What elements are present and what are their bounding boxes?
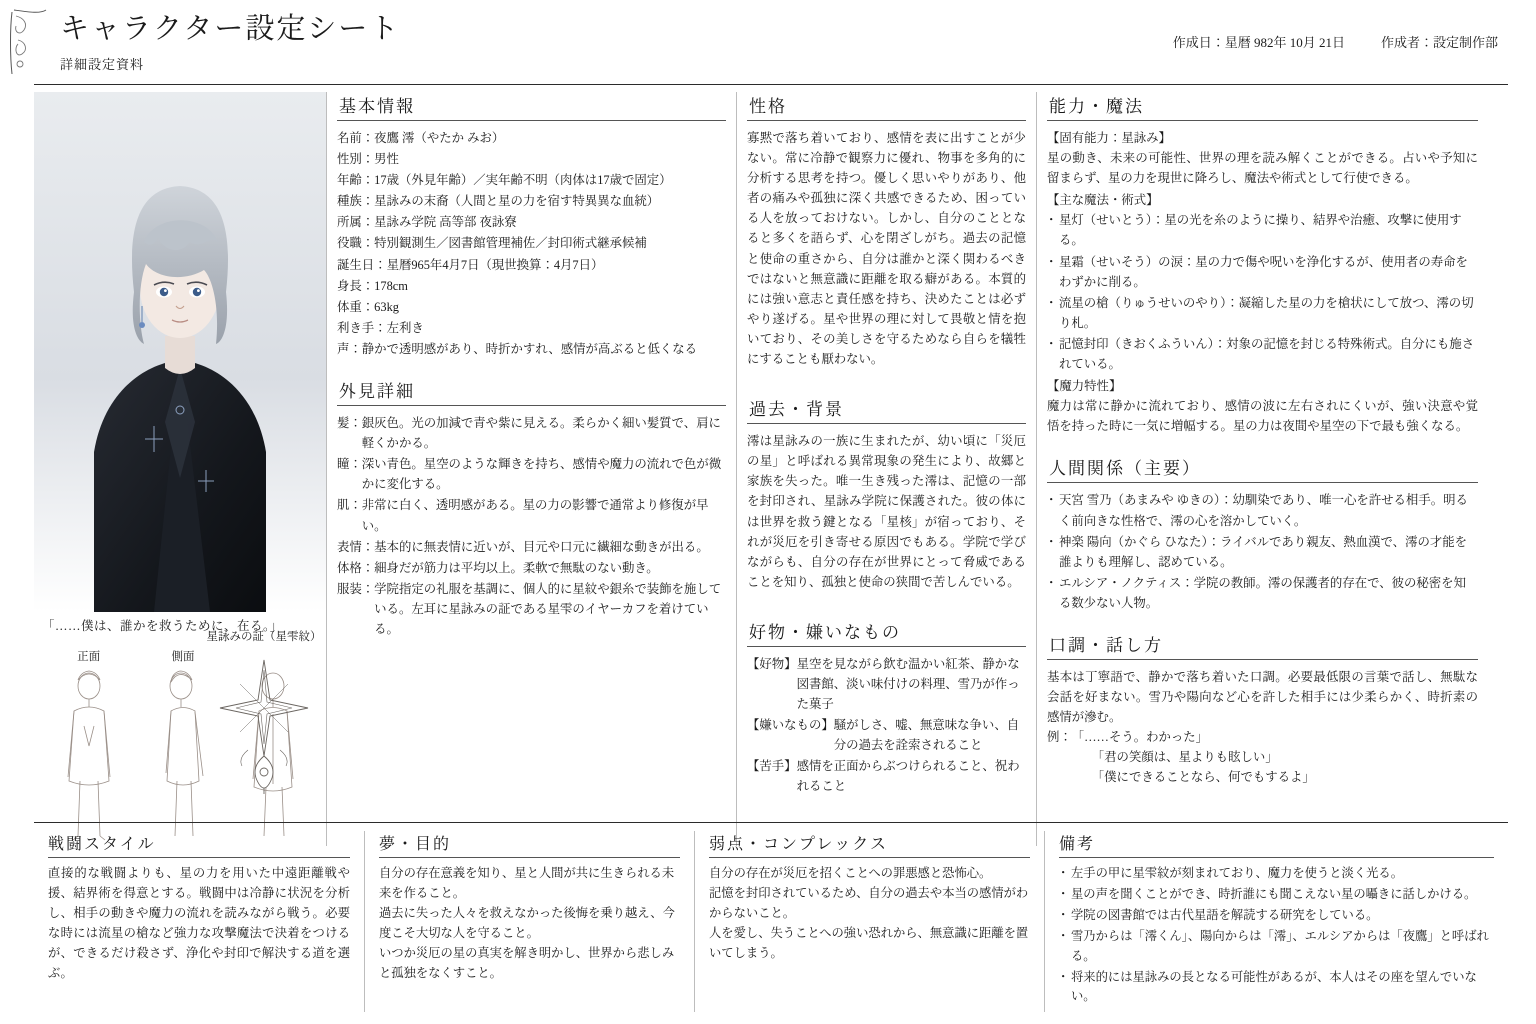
basic-info-body bbox=[337, 128, 726, 359]
field-weight bbox=[337, 297, 726, 317]
appearance-skin-label: 肌： bbox=[337, 498, 362, 513]
abilities-column bbox=[1036, 92, 1488, 846]
section-dream bbox=[364, 831, 694, 1012]
star-emblem-icon bbox=[210, 646, 318, 796]
appearance-hair-value: 銀灰色。光の加減で青や紫に見える。柔らかく細い髪質で、肩に軽くかかる。 bbox=[361, 416, 721, 451]
section-abilities bbox=[1047, 92, 1478, 436]
view-front-label: 正面 bbox=[77, 651, 101, 663]
weakpoints-row bbox=[747, 756, 1026, 796]
section-appearance bbox=[337, 377, 726, 639]
abilities-heading: 能力・魔法 bbox=[1047, 92, 1478, 121]
field-height-label: 身長： bbox=[337, 278, 375, 293]
notes-body bbox=[1059, 864, 1494, 1007]
section-relations bbox=[1047, 454, 1478, 613]
speech-body bbox=[1047, 667, 1478, 788]
created-date: 作成日：星暦 982年 10月 21日 bbox=[1172, 35, 1345, 50]
bottom-sections bbox=[34, 822, 1508, 1012]
field-height-value: 178cm bbox=[374, 278, 408, 293]
appearance-hair bbox=[337, 413, 726, 453]
weakness-heading: 弱点・コンプレックス bbox=[709, 831, 1030, 858]
section-weakness bbox=[694, 831, 1044, 1012]
field-voice-value: 静かで透明感があり、時折かすれ、感情が高ぶると低くなる bbox=[361, 341, 698, 356]
likes-row bbox=[747, 654, 1026, 714]
appearance-eyes bbox=[337, 454, 726, 494]
speech-example-label: 例： bbox=[1047, 730, 1072, 745]
personality-heading: 性格 bbox=[747, 92, 1026, 121]
field-age bbox=[337, 170, 726, 190]
dislikes-row bbox=[747, 715, 1026, 755]
speech-example-3: 「僕にできることなら、何でもするよ」 bbox=[1091, 770, 1315, 785]
dislikes-label: 【嫌いなもの】 bbox=[747, 718, 834, 733]
weakness-line-3: 人を愛し、失うことへの強い恐れから、無意識に距離を置いてしまう。 bbox=[709, 925, 1029, 960]
appearance-heading: 外見詳細 bbox=[337, 377, 726, 406]
field-affiliation-label: 所属： bbox=[337, 215, 375, 230]
magic-trait-head: 【魔力特性】 bbox=[1047, 379, 1122, 394]
field-birthday-value: 星暦965年4月7日（現世換算：4月7日） bbox=[386, 257, 604, 272]
appearance-hair-label: 髪： bbox=[337, 416, 362, 431]
magic-trait-text: 魔力は常に静かに流れており、感情の波に左右されにくいが、強い決意や覚悟を持った時に一気に増幅する。星の力は夜間や星空の下で最も強くなる。 bbox=[1047, 399, 1478, 434]
appearance-body bbox=[337, 413, 726, 639]
emblem-block bbox=[202, 628, 326, 801]
page-title: キャラクター設定シート bbox=[60, 13, 401, 45]
field-birthday-label: 誕生日： bbox=[337, 257, 387, 272]
field-voice-label: 声： bbox=[337, 341, 362, 356]
header-divider bbox=[34, 84, 1508, 85]
list-item: ・ 左手の甲に星雫紋が刻まれており、魔力を使うと淡く光る。 bbox=[1059, 864, 1494, 884]
field-age-label: 年齢： bbox=[337, 173, 375, 188]
list-item: ・ 雪乃からは「澪くん」、陽向からは「澪」、エルシアからは「夜鷹」と呼ばれる。 bbox=[1059, 927, 1494, 967]
relations-body bbox=[1047, 490, 1478, 613]
appearance-build-label: 体格： bbox=[337, 560, 375, 575]
view-front bbox=[54, 648, 124, 846]
dream-body bbox=[379, 864, 680, 983]
dream-line-2: 過去に失った人々を救えなかった後悔を乗り越え、今度こそ大切な人を守ること。 bbox=[379, 905, 675, 940]
likes-dislikes-body bbox=[747, 654, 1026, 797]
field-gender bbox=[337, 149, 726, 169]
speech-text: 基本は丁寧語で、静かで落ち着いた口調。必要最低限の言葉で話し、無駄な会話を好まない。雪乃や陽向など心を許した相手には少柔らかく、時折素の感情が滲む。 bbox=[1047, 669, 1478, 725]
relations-heading: 人間関係（主要） bbox=[1047, 454, 1478, 483]
likes-value: 星空を見ながら飲む温かい紅茶、静かな図書館、淡い味付けの料理、雪乃が作った菓子 bbox=[796, 656, 1020, 712]
section-combat bbox=[34, 831, 364, 1012]
character-portrait bbox=[34, 92, 326, 612]
unique-ability-text: 星の動き、未来の可能性、世界の理を読み解くことができる。占いや予知に留まらず、星の力を現世に降ろし、魔法や術式として行使できる。 bbox=[1047, 151, 1478, 186]
appearance-eyes-label: 瞳： bbox=[337, 457, 362, 472]
list-item: ・ 天宮 雪乃（あまみや ゆきの）：幼馴染であり、唯一心を許せる相手。明るく前向きな性格で、澪の心を溶かしていく。 bbox=[1047, 490, 1478, 530]
appearance-clothing-label: 服装： bbox=[337, 581, 375, 596]
appearance-build-value: 細身だが筋力は平均以上。柔軟で無駄のない動き。 bbox=[374, 560, 659, 575]
field-handedness bbox=[337, 318, 726, 338]
section-notes bbox=[1044, 831, 1508, 1012]
field-gender-label: 性別： bbox=[337, 152, 375, 167]
speech-examples bbox=[1047, 727, 1478, 787]
appearance-clothing bbox=[337, 579, 726, 639]
field-affiliation-value: 星詠み学院 高等部 夜詠寮 bbox=[374, 215, 517, 230]
speech-heading: 口調・話し方 bbox=[1047, 631, 1478, 660]
combat-heading: 戦闘スタイル bbox=[48, 831, 350, 858]
field-role bbox=[337, 233, 726, 253]
dream-heading: 夢・目的 bbox=[379, 831, 680, 858]
list-item: ・ 星灯（せいとう）：星の光を糸のように操り、結界や治癒、攻撃に使用する。 bbox=[1047, 210, 1478, 250]
character-quote: 「……僕は、誰かを救うために、在る。」 bbox=[42, 619, 283, 633]
weakness-body bbox=[709, 864, 1030, 964]
field-role-label: 役職： bbox=[337, 236, 375, 251]
basic-info-heading: 基本情報 bbox=[337, 92, 726, 121]
list-item: ・ エルシア・ノクティス：学院の教師。澪の保護者的存在で、彼の秘密を知る数少ない人物。 bbox=[1047, 573, 1478, 613]
field-race bbox=[337, 191, 726, 211]
header-meta bbox=[1173, 10, 1508, 51]
section-speech bbox=[1047, 631, 1478, 788]
speech-example-2: 「君の笑顔は、星よりも眩しい」 bbox=[1091, 750, 1278, 765]
page-subtitle: 詳細設定資料 bbox=[60, 56, 145, 72]
field-age-value: 17歳（外見年齢）／実年齢不明（肉体は17歳で固定） bbox=[374, 173, 672, 188]
section-basic-info bbox=[337, 92, 726, 359]
field-weight-label: 体重： bbox=[337, 299, 375, 314]
field-name-value: 夜鷹 澪（やたか みお） bbox=[374, 131, 505, 145]
list-item: ・ 将来的には星詠みの長となる可能性があるが、本人はその座を望んでいない。 bbox=[1059, 968, 1494, 1008]
combat-text: 直接的な戦闘よりも、星の力を用いた中遠距離戦や援、結界術を得意とする。戦闘中は冷静に状況を分析し、相手の動きや魔力の流れを読みながら戦う。必要な時には流星の槍など強力な攻撃魔法で決着をつけるが、できるだけ殺さず、浄化や封印で解決する道を選ぶ。 bbox=[48, 866, 350, 980]
field-weight-value: 63kg bbox=[374, 299, 399, 314]
appearance-clothing-value: 学院指定の礼服を基調に、個人的に星紋や銀糸で装飾を施している。左耳に星詠みの証である星雫のイヤーカフを着けている。 bbox=[374, 581, 722, 636]
appearance-skin-value: 非常に白く、透明感がある。星の力の影響で通常より修復が早い。 bbox=[361, 498, 709, 533]
appearance-expression bbox=[337, 537, 726, 557]
appearance-expression-label: 表情： bbox=[337, 539, 375, 554]
list-item: ・ 神楽 陽向（かぐら ひなた）：ライバルであり親友、熱血漢で、澪の才能を誰よりも理解し、認めている。 bbox=[1047, 532, 1478, 572]
list-item: ・ 星霜（せいそう）の涙：星の力で傷や呪いを浄化するが、使用者の寿命をわずかに削る。 bbox=[1047, 252, 1478, 292]
field-handedness-value: 左利き bbox=[386, 320, 424, 335]
field-gender-value: 男性 bbox=[374, 152, 399, 167]
appearance-build bbox=[337, 558, 726, 578]
personality-body bbox=[747, 128, 1026, 369]
likes-label: 【好物】 bbox=[747, 656, 797, 671]
personality-column bbox=[736, 92, 1036, 846]
section-personality bbox=[747, 92, 1026, 369]
field-name bbox=[337, 128, 726, 148]
field-birthday bbox=[337, 255, 726, 275]
section-likes-dislikes bbox=[747, 618, 1026, 797]
dream-line-3: いつか災厄の星の真実を解き明かし、世界から悲しみと孤独をなくすこと。 bbox=[379, 945, 675, 980]
field-affiliation bbox=[337, 212, 726, 232]
dislikes-value: 騒がしさ、嘘、無意味な争い、自分の過去を詮索されること bbox=[833, 718, 1020, 753]
weakpoints-value: 感情を正面からぶつけられること、祝われること bbox=[796, 759, 1020, 794]
sheet-header bbox=[0, 0, 1536, 78]
background-body bbox=[747, 431, 1026, 592]
background-text: 澪は星詠みの一族に生まれたが、幼い頃に「災厄の星」と呼ばれる異常現象の発生により、故郷と家族を失った。唯一生き残った澪は、記憶の一部を封印され、星詠み学院に保護された。彼の体には世界を救う鍵となる「星核」が宿っており、それが災厄を引き寄せる原因でもある。学院で学びながらも、自分の存在が世界にとって脅威であることを知り、孤独と使命の狭間で苦しんでいる。 bbox=[747, 434, 1026, 589]
field-race-value: 星詠みの末裔（人間と星の力を宿す特異異な血統） bbox=[374, 194, 660, 209]
weakness-line-2: 記憶を封印されているため、自分の過去や本当の感情がわからないこと。 bbox=[709, 885, 1029, 920]
field-name-label: 名前： bbox=[337, 131, 375, 145]
author: 作成者：設定制作部 bbox=[1380, 35, 1498, 50]
notes-heading: 備考 bbox=[1059, 831, 1494, 858]
spell-list bbox=[1047, 210, 1478, 374]
view-side-label: 側面 bbox=[171, 651, 195, 663]
title-block bbox=[52, 10, 400, 73]
list-item: ・ 学院の図書館では古代星語を解読する研究をしている。 bbox=[1059, 906, 1494, 926]
likes-dislikes-heading: 好物・嫌いなもの bbox=[747, 618, 1026, 647]
abilities-body bbox=[1047, 128, 1478, 436]
appearance-skin bbox=[337, 495, 726, 535]
field-height bbox=[337, 276, 726, 296]
list-item: ・ 流星の槍（りゅうせいのやり）：凝縮した星の力を槍状にして放つ、澪の切り札。 bbox=[1047, 293, 1478, 333]
field-voice bbox=[337, 339, 726, 359]
weakpoints-label: 【苦手】 bbox=[747, 759, 797, 774]
speech-example-1: 「……そう。わかった」 bbox=[1071, 730, 1209, 745]
list-item: ・ 星の声を聞くことができ、時折誰にも聞こえない星の囁きに話しかける。 bbox=[1059, 885, 1494, 905]
spells-head: 【主な魔法・術式】 bbox=[1047, 193, 1159, 208]
personality-text: 寡黙で落ち着いており、感情を表に出すことが少ない。常に冷静で観察力に優れ、物事を多角的に分析する思考を持つ。優しく思いやりがあり、他者の痛みや孤独に深く共感できるため、困っている人を放っておけない。しかし、自分のこととなると多くを語らず、心を閉ざしがち。過去の記憶と使命の重さから、自分は誰かと深く関わるべきではないと無意識に距離を取る癖がある。本質的には強い意志と責任感を持ち、決めたことは必ずやり遂げる。星や世界の理に対して畏敬と情を抱いており、その美しさを守るためなら自らを犠牲にすることも厭わない。 bbox=[747, 131, 1026, 367]
notes-list bbox=[1059, 864, 1494, 1007]
emblem-label: 星詠みの証（星雫紋） bbox=[206, 631, 322, 643]
front-view-figure bbox=[54, 666, 124, 841]
appearance-expression-value: 基本的に無表情に近いが、目元や口元に繊細な動きが出る。 bbox=[374, 539, 709, 554]
relations-list bbox=[1047, 490, 1478, 613]
unique-ability-head: 【固有能力：星詠み】 bbox=[1047, 131, 1171, 145]
dream-line-1: 自分の存在意義を知り、星と人間が共に生きられる未来を作ること。 bbox=[379, 866, 675, 900]
field-race-label: 種族： bbox=[337, 194, 375, 209]
background-heading: 過去・背景 bbox=[747, 395, 1026, 424]
field-role-value: 特別観測生／図書館管理補佐／封印術式継承候補 bbox=[374, 236, 647, 251]
appearance-eyes-value: 深い青色。星空のような輝きを持ち、感情や魔力の流れで色が微かに変化する。 bbox=[361, 457, 722, 492]
main-content bbox=[34, 92, 1508, 818]
field-handedness-label: 利き手： bbox=[337, 320, 387, 335]
list-item: ・ 記憶封印（きおくふういん）：対象の記憶を封じる特殊術式。自分にも施されている。 bbox=[1047, 334, 1478, 374]
info-column bbox=[326, 92, 736, 846]
artwork-column bbox=[34, 92, 326, 846]
weakness-line-1: 自分の存在が災厄を招くことへの罪悪感と恐怖心。 bbox=[709, 866, 992, 880]
section-background bbox=[747, 395, 1026, 592]
